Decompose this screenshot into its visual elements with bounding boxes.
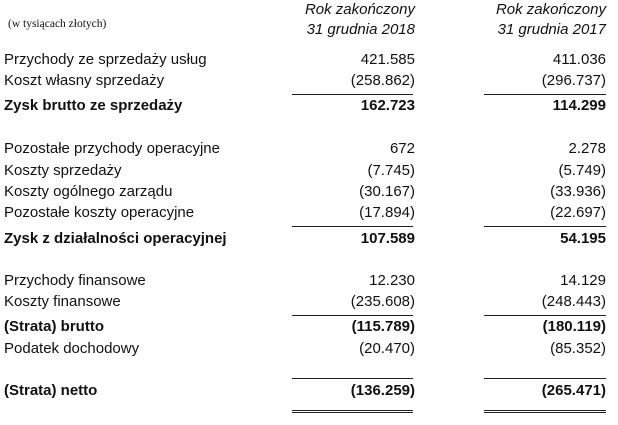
value-2018: (20.470)	[359, 340, 415, 357]
column-header-2017-line1: Rok zakończony	[495, 1, 606, 18]
row-label: (Strata) netto	[4, 382, 98, 399]
value-2018: (17.894)	[359, 204, 415, 221]
column-header-2018-line2: 31 grudnia 2018	[306, 21, 415, 38]
row-selling-costs	[0, 160, 618, 182]
value-2018: 672	[389, 140, 415, 157]
row-label: Koszty sprzedaży	[4, 162, 122, 179]
value-2017: (22.697)	[550, 204, 606, 221]
row-gross-profit	[0, 95, 618, 117]
value-2018: 162.723	[360, 97, 415, 114]
value-2018: (258.862)	[350, 72, 415, 89]
value-2017: 2.278	[568, 140, 606, 157]
row-loss-before-tax	[0, 316, 618, 338]
value-2017: (180.119)	[542, 318, 606, 335]
value-2018: (115.789)	[351, 318, 415, 335]
value-2018: 421.585	[360, 51, 415, 68]
value-2018: (30.167)	[359, 183, 415, 200]
row-label: Zysk z działalności operacyjnej	[4, 230, 227, 247]
row-operating-profit	[0, 228, 618, 250]
value-2018: 107.589	[360, 230, 415, 247]
subtotal-rule-2017	[484, 226, 606, 227]
row-label: (Strata) brutto	[4, 318, 104, 335]
value-2017: 411.036	[552, 51, 606, 68]
value-2017: (85.352)	[550, 340, 606, 357]
row-label: Koszty ogólnego zarządu	[4, 183, 173, 200]
total-double-rule-2017	[484, 410, 606, 413]
row-revenue	[0, 49, 618, 71]
total-double-rule-2018	[292, 410, 413, 413]
column-header-2018	[245, 0, 415, 40]
value-2017: (248.443)	[541, 293, 606, 310]
row-other-operating-income	[0, 138, 618, 160]
row-finance-costs	[0, 291, 618, 313]
row-finance-income	[0, 270, 618, 292]
value-2017: 114.299	[552, 97, 606, 114]
column-header-2018-line1: Rok zakończony	[304, 1, 415, 18]
unit-note: (w tysiącach złotych)	[8, 18, 107, 30]
value-2018: (235.608)	[350, 293, 415, 310]
value-2018: 12.230	[369, 272, 415, 289]
value-2017: (33.936)	[550, 183, 606, 200]
row-label: Podatek dochodowy	[4, 340, 140, 357]
row-cost-of-sales	[0, 70, 618, 92]
value-2018: (7.745)	[367, 162, 415, 179]
row-label: Pozostałe przychody operacyjne	[4, 140, 220, 157]
row-label: Koszty finansowe	[4, 293, 121, 310]
row-label: Przychody ze sprzedaży usług	[4, 51, 207, 68]
value-2017: (265.471)	[541, 382, 606, 399]
row-label: Pozostałe koszty operacyjne	[4, 204, 195, 221]
row-net-loss	[0, 380, 618, 402]
row-label: Zysk brutto ze sprzedaży	[4, 97, 183, 114]
subtotal-rule-2017	[484, 378, 606, 379]
column-header-2017	[436, 0, 606, 40]
subtotal-rule-2018	[292, 226, 413, 227]
row-label: Koszt własny sprzedaży	[4, 72, 165, 89]
row-label: Przychody finansowe	[4, 272, 146, 289]
value-2017: 54.195	[560, 230, 606, 247]
value-2017: (296.737)	[541, 72, 606, 89]
row-income-tax	[0, 338, 618, 360]
subtotal-rule-2018	[292, 378, 413, 379]
value-2017: (5.749)	[558, 162, 606, 179]
column-header-2017-line2: 31 grudnia 2017	[497, 21, 606, 38]
value-2017: 14.129	[560, 272, 606, 289]
row-other-operating-costs	[0, 202, 618, 224]
value-2018: (136.259)	[350, 382, 415, 399]
row-admin-costs	[0, 181, 618, 203]
